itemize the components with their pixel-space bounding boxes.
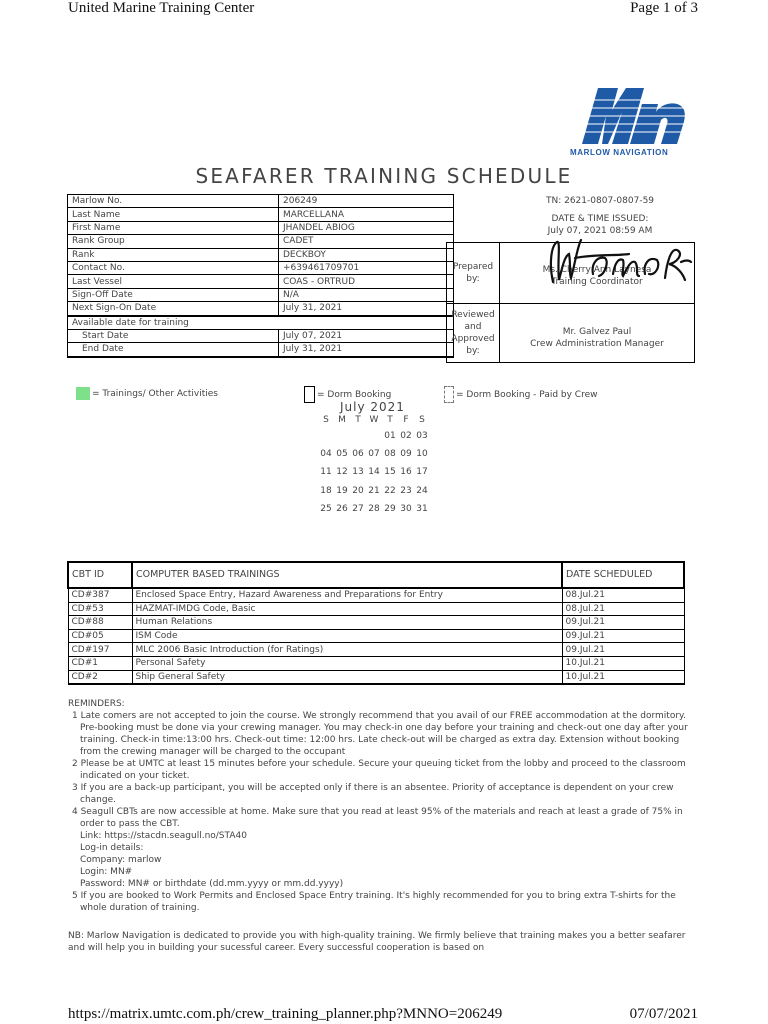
reminder-4-login-label: Log-in details: — [80, 843, 144, 853]
calendar-day: 26 — [336, 504, 348, 514]
calendar-day: 20 — [352, 486, 364, 496]
cbt-id: CD#2 — [68, 670, 132, 684]
calendar-day: 28 — [368, 504, 380, 514]
info-row — [68, 288, 454, 301]
info-value: N/A — [279, 288, 454, 301]
ticket-number: TN: 2621-0807-0807-59 — [545, 196, 655, 206]
info-value: JHANDEL ABIOG — [279, 221, 454, 234]
info-value: COAS - ORTRUD — [279, 275, 454, 288]
info-label: Contact No. — [68, 261, 279, 274]
calendar-day: 02 — [400, 431, 412, 441]
legend-dorm-text: = Dorm Booking — [317, 390, 392, 400]
table-row — [68, 616, 684, 630]
info-row — [68, 343, 454, 357]
reviewed-cell — [500, 304, 695, 363]
available-date-label: Available date for training — [68, 316, 454, 330]
calendar-day: 13 — [352, 467, 364, 477]
info-row — [68, 221, 454, 234]
info-value: July 31, 2021 — [279, 302, 454, 316]
issued-value: July 07, 2021 08:59 AM — [547, 226, 653, 236]
reviewed-title: Crew Administration Manager — [530, 339, 664, 349]
calendar-day: 19 — [336, 486, 348, 496]
info-row — [68, 208, 454, 221]
calendar-day: 15 — [384, 467, 396, 477]
calendar-day: 16 — [400, 467, 412, 477]
nb-note: NB: Marlow Navigation is dedicated to provide you with high-quality training. We firmly believe that training makes you a better seafarer and will help you in building your sucessful career. Every successful cooperation is based on — [68, 931, 686, 953]
info-row — [68, 235, 454, 248]
cbt-name: Ship General Safety — [132, 670, 562, 684]
calendar-day: 21 — [368, 486, 380, 496]
prepared-label: Prepared by: — [447, 243, 500, 304]
calendar-day: 12 — [336, 467, 348, 477]
cbt-header-name: COMPUTER BASED TRAININGS — [132, 562, 562, 588]
info-label: First Name — [68, 221, 279, 234]
reviewed-name: Mr. Galvez Paul — [562, 327, 632, 337]
logo-caption: MARLOW NAVIGATION — [570, 148, 669, 157]
info-label: Last Vessel — [68, 275, 279, 288]
weekday: T — [387, 415, 393, 425]
cbt-name: HAZMAT-IMDG Code, Basic — [132, 602, 562, 616]
legend-dorm-swatch — [304, 386, 315, 403]
reminder-2: 2 Please be at UMTC at least 15 minutes before your schedule. Secure your queuing ticket from the lobby and proceed to the classroom indicated on your ticket. — [72, 759, 686, 781]
cbt-header-date: DATE SCHEDULED — [562, 562, 684, 588]
cbt-date: 08.Jul.21 — [562, 588, 684, 602]
info-row — [68, 261, 454, 274]
info-label: Sign-Off Date — [68, 288, 279, 301]
cbt-id: CD#1 — [68, 656, 132, 670]
calendar-day: 27 — [352, 504, 364, 514]
reminder-3: 3 If you are a back-up participant, you will be accepted only if there is an absentee. Priority of acceptance is dependent on your crew change. — [72, 783, 674, 805]
table-row — [68, 656, 684, 670]
ticket-info — [500, 195, 700, 237]
calendar-day: 03 — [416, 431, 428, 441]
info-row — [68, 302, 454, 316]
cbt-name: Enclosed Space Entry, Hazard Awareness and Preparations for Entry — [132, 588, 562, 602]
page-title: SEAFARER TRAINING SCHEDULE — [195, 164, 573, 188]
weekday: T — [355, 415, 361, 425]
calendar-day: 14 — [368, 467, 380, 477]
calendar-week — [318, 449, 430, 459]
cbt-name: Human Relations — [132, 616, 562, 630]
cbt-header-row — [68, 562, 684, 588]
calendar-day: 05 — [336, 449, 348, 459]
calendar-day: 29 — [384, 504, 396, 514]
calendar-week — [318, 467, 430, 477]
footer-date: 07/07/2021 — [629, 1006, 698, 1022]
calendar-week — [318, 431, 430, 441]
reminder-1: 1 Late comers are not accepted to join the course. We strongly recommend that you avail of our FREE accommodation at the dormitory. Pre-booking must be done via your crewing manager. You may check-in one day before your training and check-out one day after your training. Check-in time:13:00 hrs. Check-out time: 12:00 hrs. Late check-out will be charged as extra day. Extension without booking from the crewing manager will be charged to the occupant — [72, 711, 688, 757]
table-row — [68, 629, 684, 643]
calendar-day: 18 — [320, 486, 332, 496]
calendar-day: 22 — [384, 486, 396, 496]
info-value: DECKBOY — [279, 248, 454, 261]
legend-dorm-paid — [444, 386, 598, 402]
info-row — [68, 329, 454, 342]
footer-url: https://matrix.umtc.com.ph/crew_training_planner.php?MNNO=206249 — [68, 1006, 503, 1022]
prepared-name: Ms. Cherry Ann Laynesa — [542, 265, 652, 275]
cbt-id: CD#387 — [68, 588, 132, 602]
reviewed-row — [447, 304, 695, 363]
cbt-date: 08.Jul.21 — [562, 602, 684, 616]
info-value: CADET — [279, 235, 454, 248]
calendar-week — [318, 486, 430, 496]
reminders — [68, 698, 688, 914]
table-row — [68, 643, 684, 657]
calendar-week — [318, 504, 430, 514]
cbt-name: Personal Safety — [132, 656, 562, 670]
marlow-logo-mark — [568, 82, 700, 148]
info-value: +639461709701 — [279, 261, 454, 274]
calendar-day: 17 — [416, 467, 428, 477]
info-value: 206249 — [279, 195, 454, 208]
info-row — [68, 316, 454, 330]
calendar-day: 24 — [416, 486, 428, 496]
table-row — [68, 670, 684, 684]
info-label: Rank Group — [68, 235, 279, 248]
signature-icon — [535, 234, 695, 290]
calendar-day: 04 — [320, 449, 332, 459]
calendar-day: 31 — [416, 504, 428, 514]
cbt-header-id: CBT ID — [68, 562, 132, 588]
info-row — [68, 248, 454, 261]
cbt-date: 09.Jul.21 — [562, 616, 684, 630]
weekday: M — [338, 415, 346, 425]
end-date-label: End Date — [68, 343, 279, 357]
end-date-value: July 31, 2021 — [279, 343, 454, 357]
prepared-title: Training Coordinator — [551, 277, 643, 287]
table-row — [68, 602, 684, 616]
reminder-4-password: Password: MN# or birthdate (dd.mm.yyyy or mm.dd.yyyy) — [80, 879, 344, 889]
cbt-id: CD#197 — [68, 643, 132, 657]
weekday: W — [369, 415, 379, 425]
calendar-month: July 2021 — [340, 400, 405, 414]
start-date-value: July 07, 2021 — [279, 329, 454, 342]
cbt-id: CD#88 — [68, 616, 132, 630]
calendar-day: 25 — [320, 504, 332, 514]
calendar-day: 06 — [352, 449, 364, 459]
reminder-4-login: Login: MN# — [80, 867, 133, 877]
info-row — [68, 195, 454, 208]
cbt-name: ISM Code — [132, 629, 562, 643]
marlow-logo — [568, 82, 700, 160]
weekday: S — [419, 415, 425, 425]
issued-label: DATE & TIME ISSUED: — [551, 214, 649, 224]
info-row — [68, 275, 454, 288]
reviewed-label: Reviewed and Approved by: — [447, 304, 500, 363]
cbt-date: 10.Jul.21 — [562, 656, 684, 670]
legend-trainings-text: = Trainings/ Other Activities — [92, 389, 218, 399]
weekday: S — [323, 415, 329, 425]
weekday: F — [403, 415, 409, 425]
info-label: Rank — [68, 248, 279, 261]
cbt-table — [67, 561, 685, 685]
reminders-heading: REMINDERS: — [68, 699, 125, 709]
calendar-day: 09 — [400, 449, 412, 459]
legend-dorm-paid-text: = Dorm Booking - Paid by Crew — [456, 390, 598, 400]
cbt-name: MLC 2006 Basic Introduction (for Ratings) — [132, 643, 562, 657]
seafarer-info-table — [67, 194, 454, 358]
reminder-4-link: Link: https://stacdn.seagull.no/STA40 — [80, 831, 247, 841]
legend-dorm-paid-swatch — [444, 386, 454, 403]
calendar-weekdays — [318, 415, 430, 425]
cbt-date: 10.Jul.21 — [562, 670, 684, 684]
info-label: Marlow No. — [68, 195, 279, 208]
legend-green-swatch — [76, 387, 90, 400]
calendar-day: 23 — [400, 486, 412, 496]
cbt-date: 09.Jul.21 — [562, 629, 684, 643]
legend-trainings — [76, 386, 218, 402]
reminder-5: 5 If you are booked to Work Permits and Enclosed Space Entry training. It's highly recommended for you to bring extra T-shirts for the whole duration of training. — [72, 891, 676, 913]
calendar-day: 30 — [400, 504, 412, 514]
start-date-label: Start Date — [68, 329, 279, 342]
info-label: Last Name — [68, 208, 279, 221]
calendar-day: 08 — [384, 449, 396, 459]
calendar-day: 11 — [320, 467, 332, 477]
info-value: MARCELLANA — [279, 208, 454, 221]
table-row — [68, 588, 684, 602]
cbt-date: 09.Jul.21 — [562, 643, 684, 657]
cbt-id: CD#05 — [68, 629, 132, 643]
calendar-day: 07 — [368, 449, 380, 459]
reminder-4-company: Company: marlow — [80, 855, 162, 865]
page-number: Page 1 of 3 — [630, 0, 698, 16]
cbt-id: CD#53 — [68, 602, 132, 616]
calendar-day: 10 — [416, 449, 428, 459]
info-label: Next Sign-On Date — [68, 302, 279, 316]
reminder-4: 4 Seagull CBTs are now accessible at home. Make sure that you read at least 95% of the materials and reach at least a grade of 75% in order to pass the CBT. — [72, 807, 683, 829]
calendar-day: 01 — [384, 431, 396, 441]
page-header-org: United Marine Training Center — [68, 0, 255, 16]
